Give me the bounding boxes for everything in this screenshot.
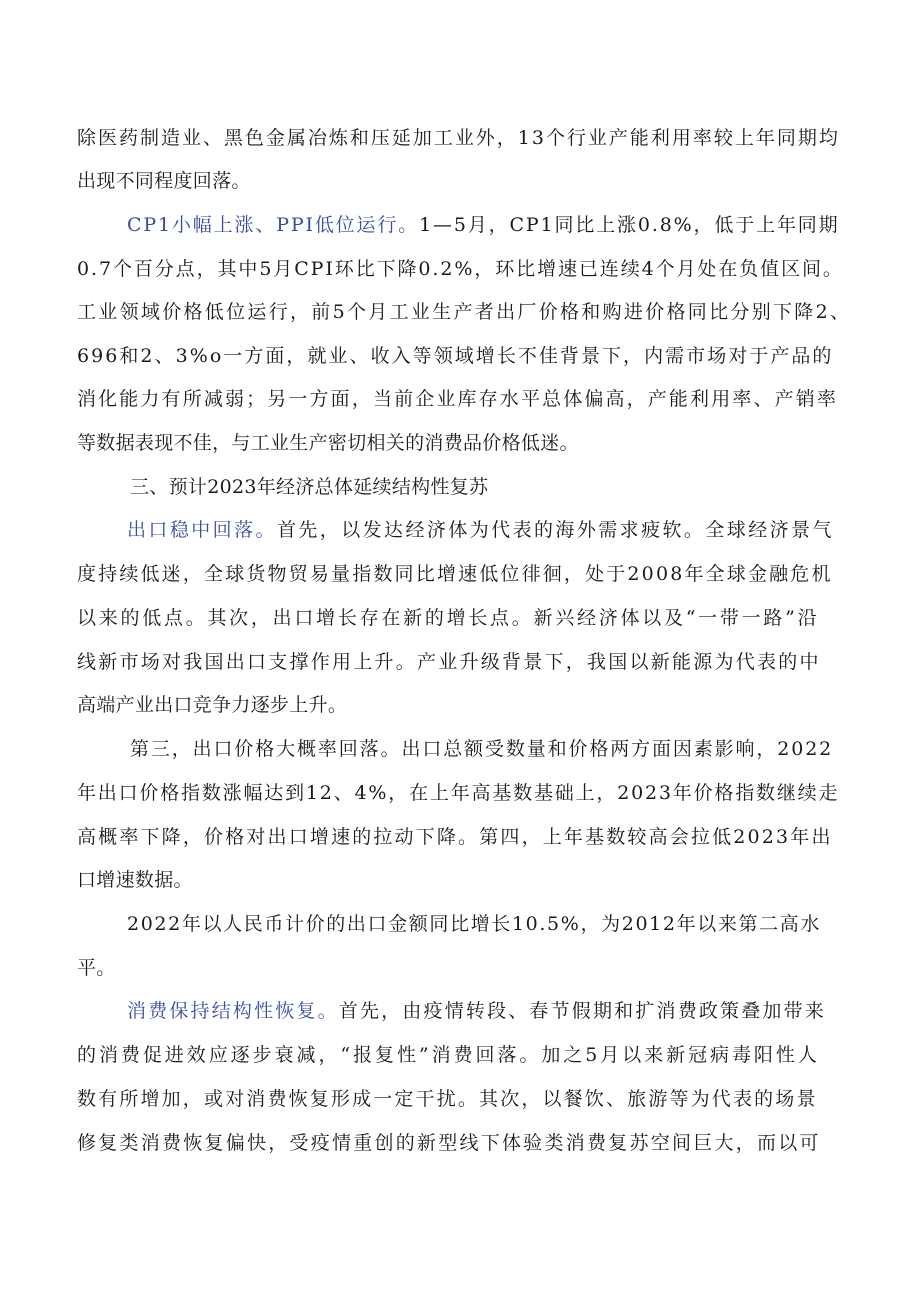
line-text: 首先，由疫情转段、春节假期和扩消费政策叠加带来 <box>338 1000 826 1022</box>
line-text: 口增速数据。 <box>77 869 193 891</box>
line-text: 平。 <box>77 957 116 979</box>
paragraph-line <box>77 126 840 150</box>
line-text: 线新市场对我国出口支撑作用上升。产业升级背景下，我国以新能源为代表的中 <box>77 651 821 673</box>
paragraph-line <box>77 562 833 586</box>
paragraph-line <box>77 431 579 455</box>
paragraph-line <box>127 518 834 542</box>
line-text: 工业领域价格低位运行，前5个月工业生产者出厂价格和购进价格同比分别下降2、 <box>77 301 852 323</box>
line-text: 消化能力有所减弱；另一方面，当前企业库存水平总体偏高，产能利用率、产销率 <box>77 388 839 410</box>
line-text: 高端产业出口竞争力逐步上升。 <box>77 694 348 716</box>
line-text: 696和2、3%o一方面，就业、收入等领域增长不佳背景下，内需市场对于产品的 <box>77 345 834 367</box>
line-text: 2022年以人民币计价的出口金额同比增长10.5%，为2012年以来第二高水 <box>127 913 822 935</box>
paragraph-line <box>130 737 833 761</box>
line-text: 年出口价格指数涨幅达到12、4%，在上年高基数基础上，2023年价格指数继续走 <box>77 782 840 804</box>
line-text: 高概率下降，价格对出口增速的拉动下降。第四，上年基数较高会拉低2023年出 <box>77 826 833 848</box>
paragraph-line <box>77 825 833 849</box>
heading-text: 三、预计2023年经济总体延续结构性复苏 <box>130 476 489 498</box>
line-text: 首先，以发达经济体为代表的海外需求疲软。全球经济景气 <box>276 519 834 541</box>
paragraph-line <box>77 344 833 368</box>
paragraph-line <box>77 300 851 324</box>
paragraph-line <box>127 912 821 936</box>
paragraph-line <box>77 169 251 193</box>
line-text: 数有所增加，或对消费恢复形成一定干扰。其次，以餐饮、旅游等为代表的场景 <box>77 1088 818 1110</box>
line-text: 除医药制造业、黑色金属冶炼和压延加工业外，13个行业产能利用率较上年同期均 <box>77 127 840 149</box>
line-text: 的消费促进效应逐步衰减，“报复性”消费回落。加之5月以来新冠病毒阳性人 <box>77 1044 820 1066</box>
paragraph-line <box>127 213 840 237</box>
line-text: 度持续低迷，全球货物贸易量指数同比增速低位徘徊，处于2008年全球金融危机 <box>77 563 833 585</box>
highlighted-lead: 出口稳中回落。 <box>127 519 277 541</box>
paragraph-line <box>77 387 838 411</box>
line-text: 修复类消费恢复偏快，受疫情重创的新型线下体验类消费复苏空间巨大，而以可 <box>77 1132 821 1154</box>
highlighted-lead: CP1小幅上涨、PPI低位运行。 <box>127 214 420 236</box>
section-heading <box>130 475 488 499</box>
line-text: 1—5月，CP1同比上涨0.8%，低于上年同期 <box>419 214 840 236</box>
paragraph-line <box>77 781 839 805</box>
highlighted-lead: 消费保持结构性恢复。 <box>127 1000 339 1022</box>
paragraph-line <box>77 1043 820 1067</box>
paragraph-line <box>77 257 844 281</box>
paragraph-line <box>127 999 826 1023</box>
line-text: 以来的低点。其次，出口增长存在新的增长点。新兴经济体以及“一带一路”沿 <box>77 607 820 629</box>
paragraph-line <box>77 868 193 892</box>
line-text: 等数据表现不佳，与工业生产密切相关的消费品价格低迷。 <box>77 432 579 454</box>
paragraph-line <box>77 956 116 980</box>
paragraph-line <box>77 1087 818 1111</box>
line-text: 第三，出口价格大概率回落。出口总额受数量和价格两方面因素影响，2022 <box>130 738 834 760</box>
paragraph-line <box>77 1131 821 1155</box>
paragraph-line <box>77 606 819 630</box>
line-text: 出现不同程度回落。 <box>77 170 251 192</box>
paragraph-line <box>77 650 821 674</box>
line-text: 0.7个百分点，其中5月CPI环比下降0.2%，环比增速已连续4个月处在负值区间。 <box>77 258 844 280</box>
paragraph-line <box>77 693 347 717</box>
